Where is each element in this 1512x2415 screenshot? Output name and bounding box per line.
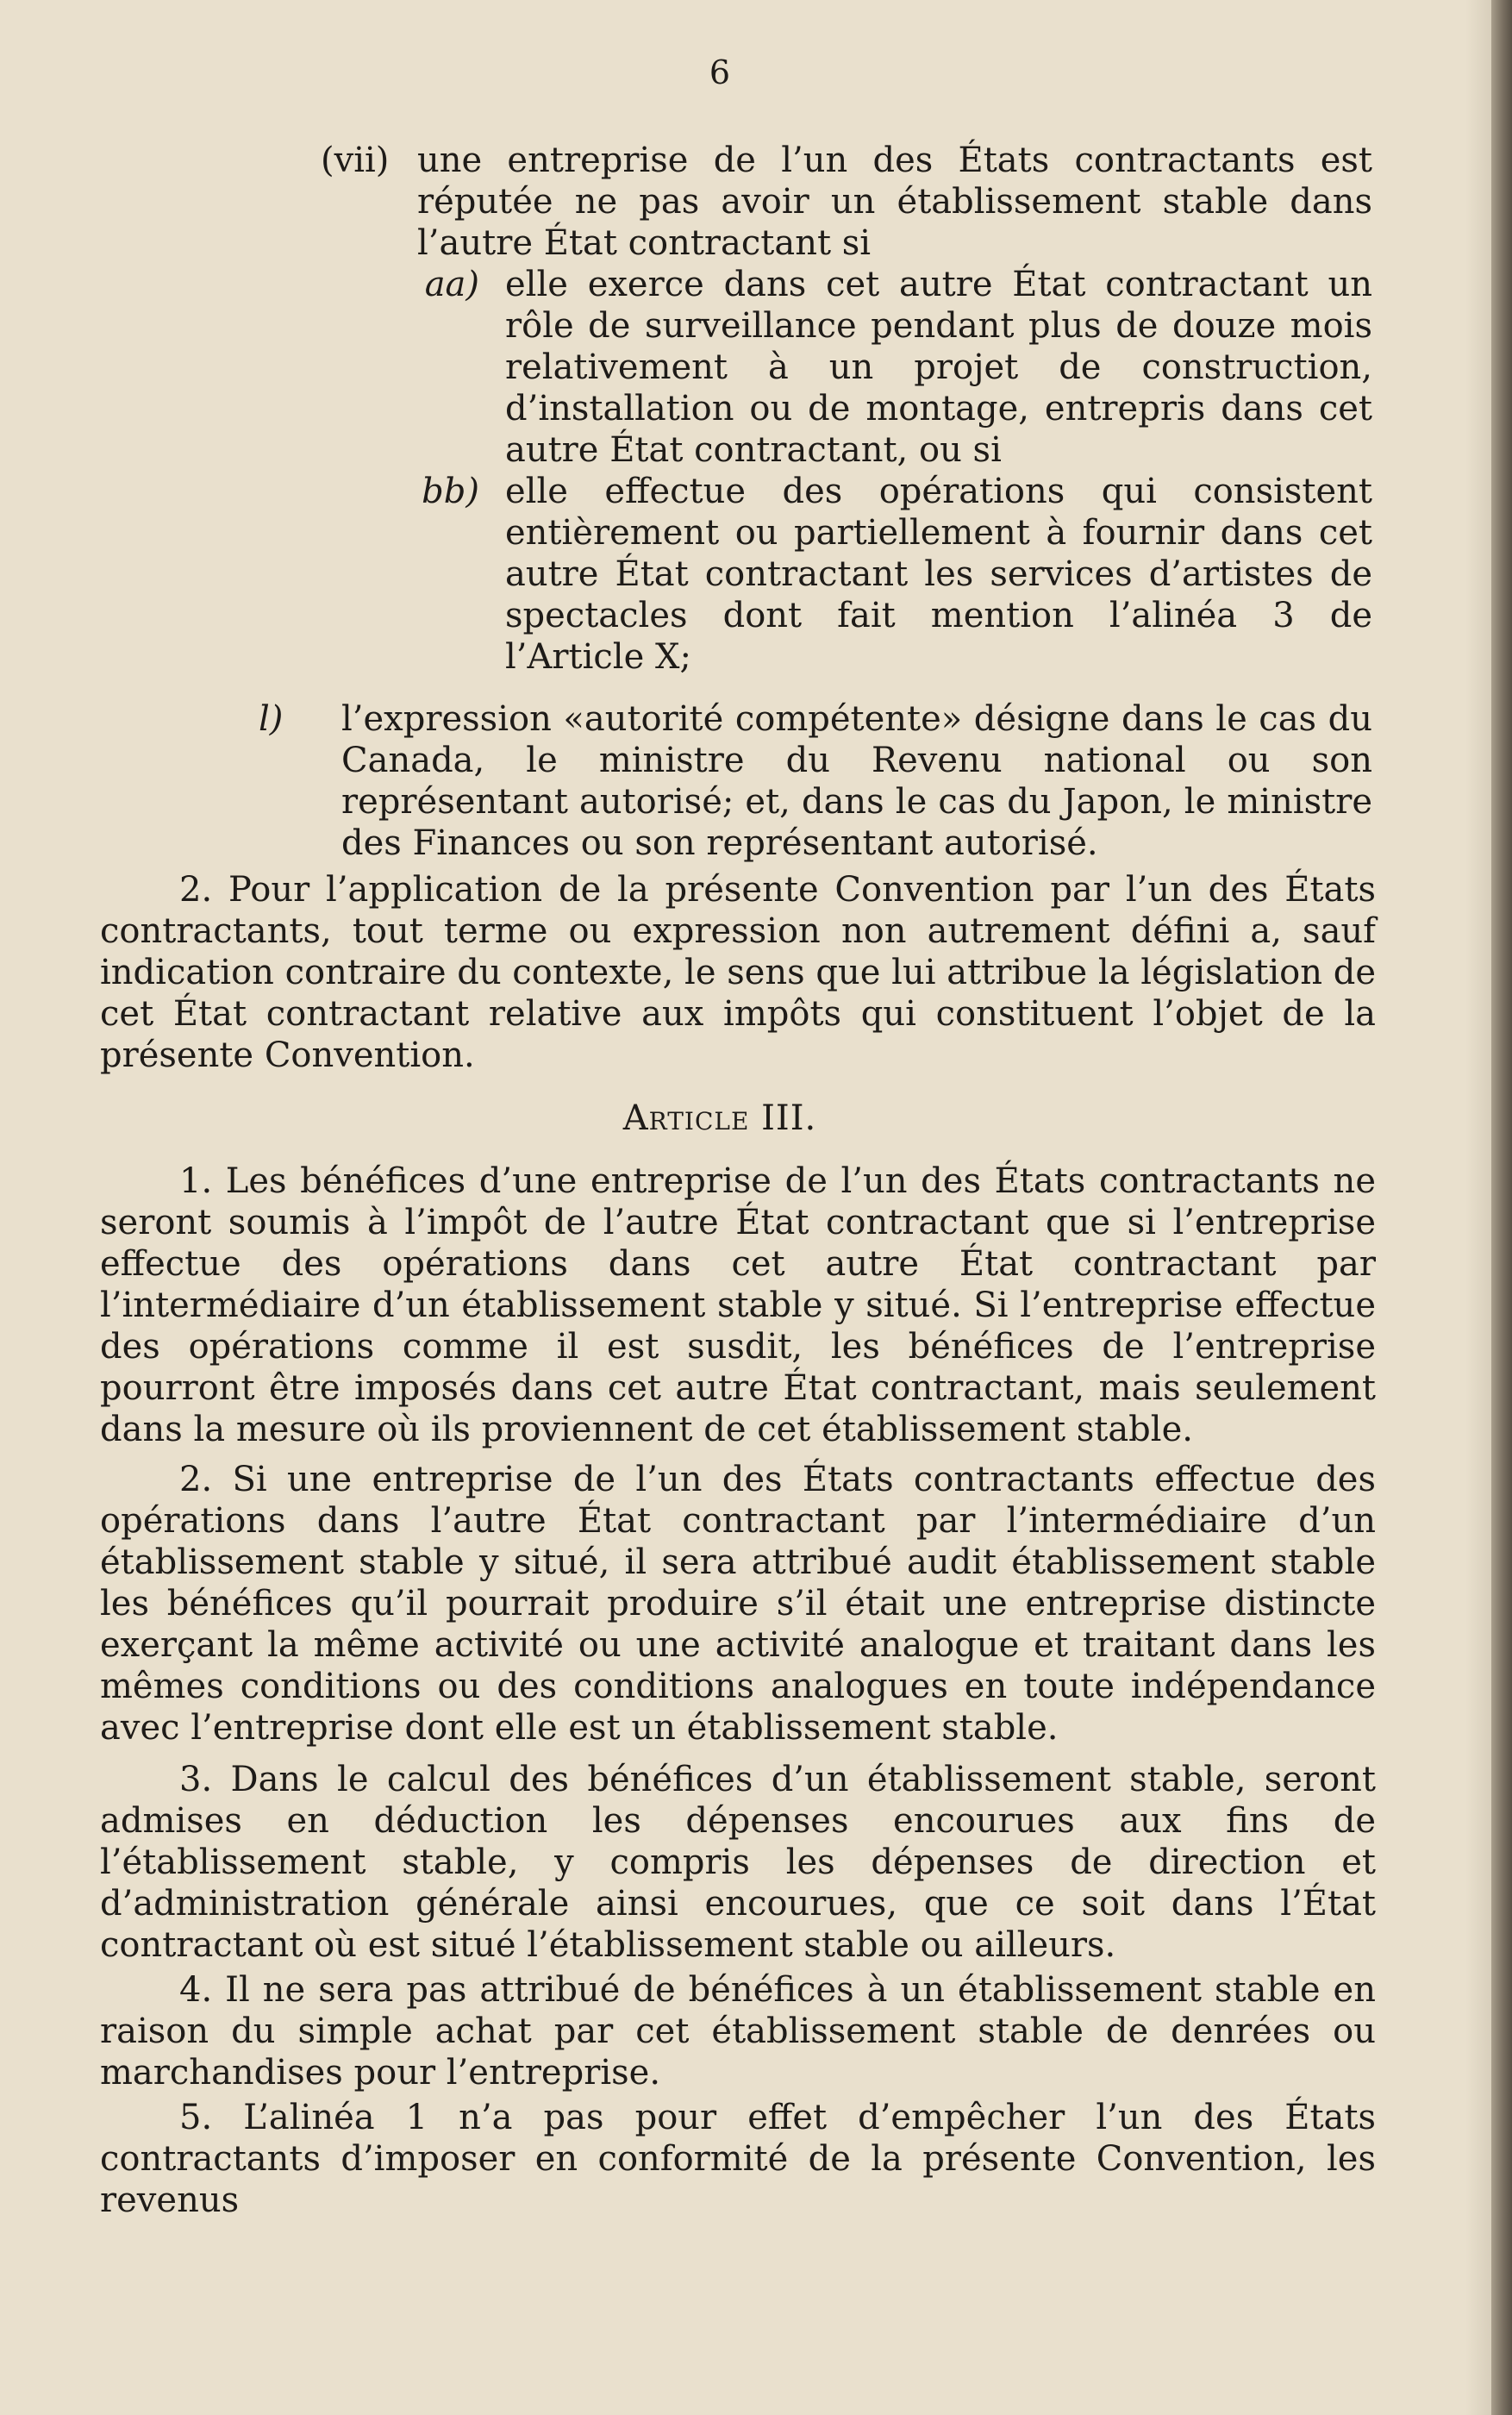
sub-item-bb-text: elle effectue des opérations qui consistent entièrement ou partiellement à fournir dans cet autre État contractant les services d’artistes de spectacles dont fait mention l’alinéa 3 de l’Article X; — [505, 472, 1372, 677]
article-paragraph-3: 3. Dans le calcul des bénéfices d’un établissement stable, seront admises en déduction les dépenses encourues aux fins de l’établissement stable, y compris les dépenses de direction et d’administration générale ainsi encourues, que ce soit dans l’État contractant où est situé l’établissement stable ou ailleurs. — [100, 1760, 1376, 1965]
article-paragraph-4: 4. Il ne sera pas attribué de bénéfices à un établissement stable en raison du simple achat par cet établissement stable de denrées ou marchandises pour l’entreprise. — [100, 1970, 1376, 2093]
item-l-text: l’expression «autorité compétente» désigne dans le cas du Canada, le ministre du Revenu national ou son représentant autorisé; et, dans le cas du Japon, le ministre des Finances ou son représentant autorisé. — [341, 699, 1372, 863]
paragraph-2: 2. Pour l’application de la présente Convention par l’un des États contractants, tout terme ou expression non autrement défini a, sauf indication contraire du contexte, le sens que lui attribue la législation de cet État contractant relative aux impôts qui constituent l’objet de la présente Convention. — [100, 870, 1376, 1075]
article-heading: Article III. — [622, 1098, 817, 1138]
page-binding-shadow — [1465, 0, 1491, 2415]
article-paragraph-5: 5. L’alinéa 1 n’a pas pour effet d’empêcher l’un des États contractants d’imposer en conformité de la présente Convention, les revenus — [100, 2098, 1376, 2220]
article-paragraph-2: 2. Si une entreprise de l’un des États contractants effectue des opérations dans l’autre État contractant par l’intermédiaire d’un établissement stable y situé, il sera attribué audit établissement stable les bénéfices qu’il pourrait produire s’il était une entreprise distincte exerçant la même activité ou une activité analogue et traitant dans les mêmes conditions ou des conditions analogues en toute indépendance avec l’entreprise dont elle est un établissement stable. — [100, 1460, 1376, 1748]
item-vii-text: une entreprise de l’un des États contractants est réputée ne pas avoir un établissement stable dans l’autre État contractant si — [417, 141, 1372, 263]
item-l-label: l) — [259, 699, 284, 739]
item-vii-label: (vii) — [321, 141, 390, 180]
sub-item-aa-text: elle exerce dans cet autre État contractant un rôle de surveillance pendant plus de douze mois relativement à un projet de construction, d’installation ou de montage, entrepris dans cet autre État contractant, ou si — [505, 265, 1372, 470]
article-paragraph-1: 1. Les bénéfices d’une entreprise de l’un des États contractants ne seront soumis à l’impôt de l’autre État contractant que si l’entreprise effectue des opérations dans cet autre État contractant par l’intermédiaire d’un établissement stable y situé. Si l’entreprise effectue des opérations comme il est susdit, les bénéfices de l’entreprise pourront être imposés dans cet autre État contractant, mais seulement dans la mesure où ils proviennent de cet établissement stable. — [100, 1161, 1376, 1449]
sub-item-bb-label: bb) — [422, 472, 479, 511]
page-number: 6 — [709, 53, 731, 91]
page-edge — [1491, 0, 1512, 2415]
sub-item-aa-label: aa) — [424, 265, 479, 304]
